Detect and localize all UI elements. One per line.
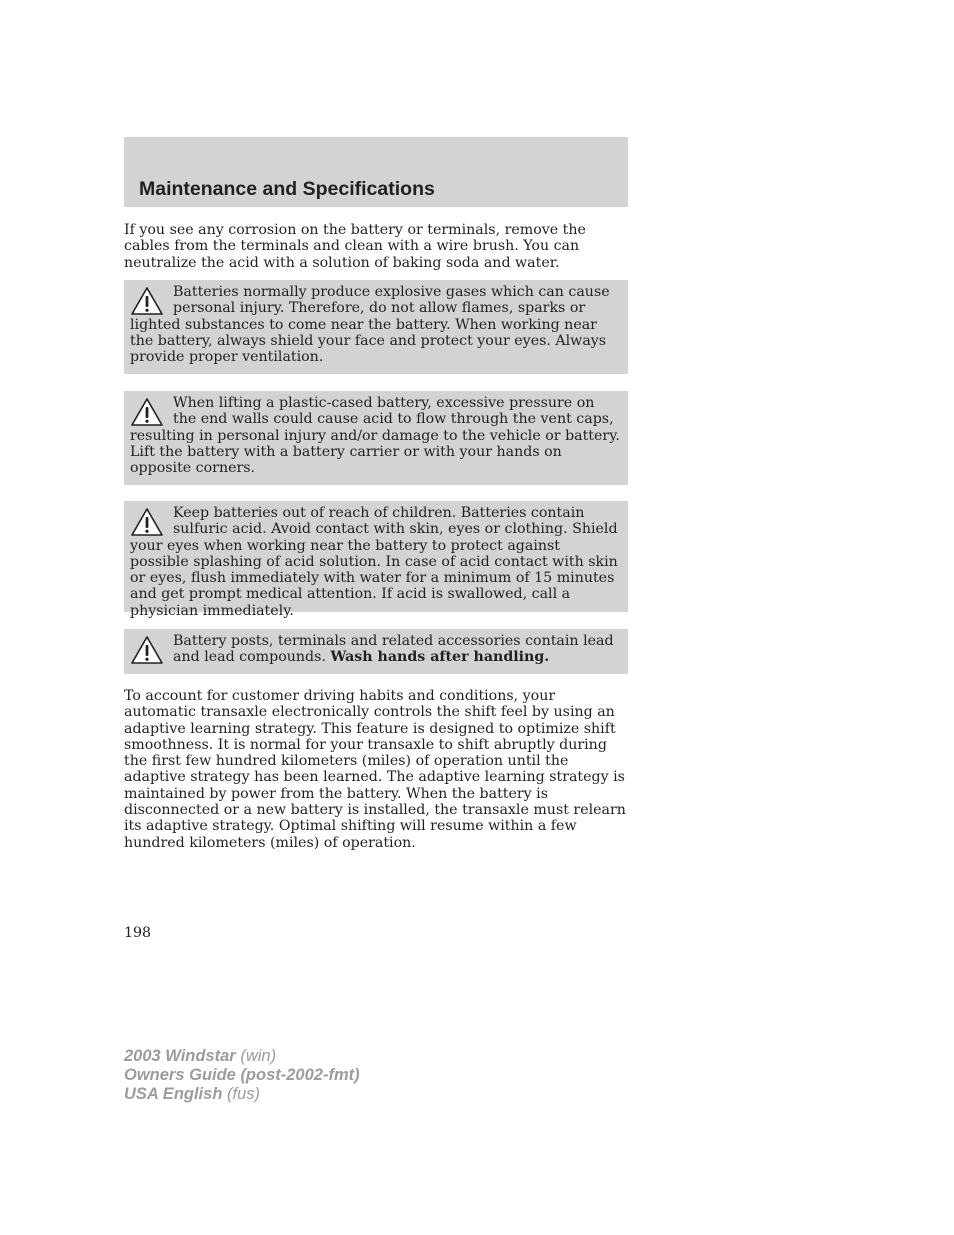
warning-triangle-icon [130, 635, 164, 665]
document-footer [124, 1047, 360, 1104]
body-paragraph: To account for customer driving habits and conditions, your automatic transaxle electronically controls the shift feel by using an adaptive learning strategy. This feature is designed to optimize shift smoothness. It is normal for your transaxle to shift abruptly during the first few hundred kilometers (miles) of operation until the adaptive strategy has been learned. The adaptive learning strategy is maintained by power from the battery. When the battery is disconnected or a new battery is installed, the transaxle must relearn its adaptive strategy. Optimal shifting will resume within a few hundred kilometers (miles) of operation. [124, 688, 626, 851]
warning-box-explosive-gases [124, 280, 628, 374]
warning-text [130, 633, 622, 666]
warning-text: Batteries normally produce explosive gases which can cause personal injury. Therefore, do not allow flames, sparks or lighted substances to come near the battery. When working near the battery, always shield your face and protect your eyes. Always provide proper ventilation. [130, 284, 610, 366]
footer-language: USA English [124, 1085, 223, 1103]
warning-text-bold: Wash hands after handling. [330, 649, 550, 666]
footer-language-code: (fus) [227, 1085, 260, 1103]
warning-text: Keep batteries out of reach of children. Batteries contain sulfuric acid. Avoid contact with skin, eyes or clothing. Shield your eyes when working near the battery to protect against possible splashing of acid solution. In case of acid contact with skin or eyes, flush immediately with water for a minimum of 15 minutes and get prompt medical attention. If acid is swallowed, call a physician immediately. [130, 505, 618, 619]
page-number: 198 [124, 925, 152, 941]
warning-text: When lifting a plastic-cased battery, excessive pressure on the end walls could cause acid to flow through the vent caps, resulting in personal injury and/or damage to the vehicle or battery. Lift the battery with a battery carrier or with your hands on opposite corners. [130, 395, 620, 477]
footer-model: 2003 Windstar [124, 1047, 236, 1065]
warning-text-plain: Battery posts, terminals and related accessories contain lead and lead compounds. [173, 633, 614, 666]
warning-triangle-icon [130, 286, 164, 316]
warning-box-lead-compounds [124, 629, 628, 674]
footer-model-code: (win) [240, 1047, 277, 1065]
section-title: Maintenance and Specifications [139, 178, 435, 200]
footer-line-2 [124, 1066, 360, 1085]
section-header-band [124, 137, 628, 207]
warning-triangle-icon [130, 507, 164, 537]
intro-paragraph: If you see any corrosion on the battery or terminals, remove the cables from the terminals and clean with a wire brush. You can neutralize the acid with a solution of baking soda and water. [124, 222, 586, 271]
footer-line-1 [124, 1047, 360, 1066]
footer-guide: Owners Guide (post-2002-fmt) [124, 1066, 360, 1084]
warning-box-children-acid [124, 501, 628, 619]
warning-box-lifting-battery [124, 391, 628, 485]
warning-triangle-icon [130, 397, 164, 427]
footer-line-3 [124, 1085, 360, 1104]
